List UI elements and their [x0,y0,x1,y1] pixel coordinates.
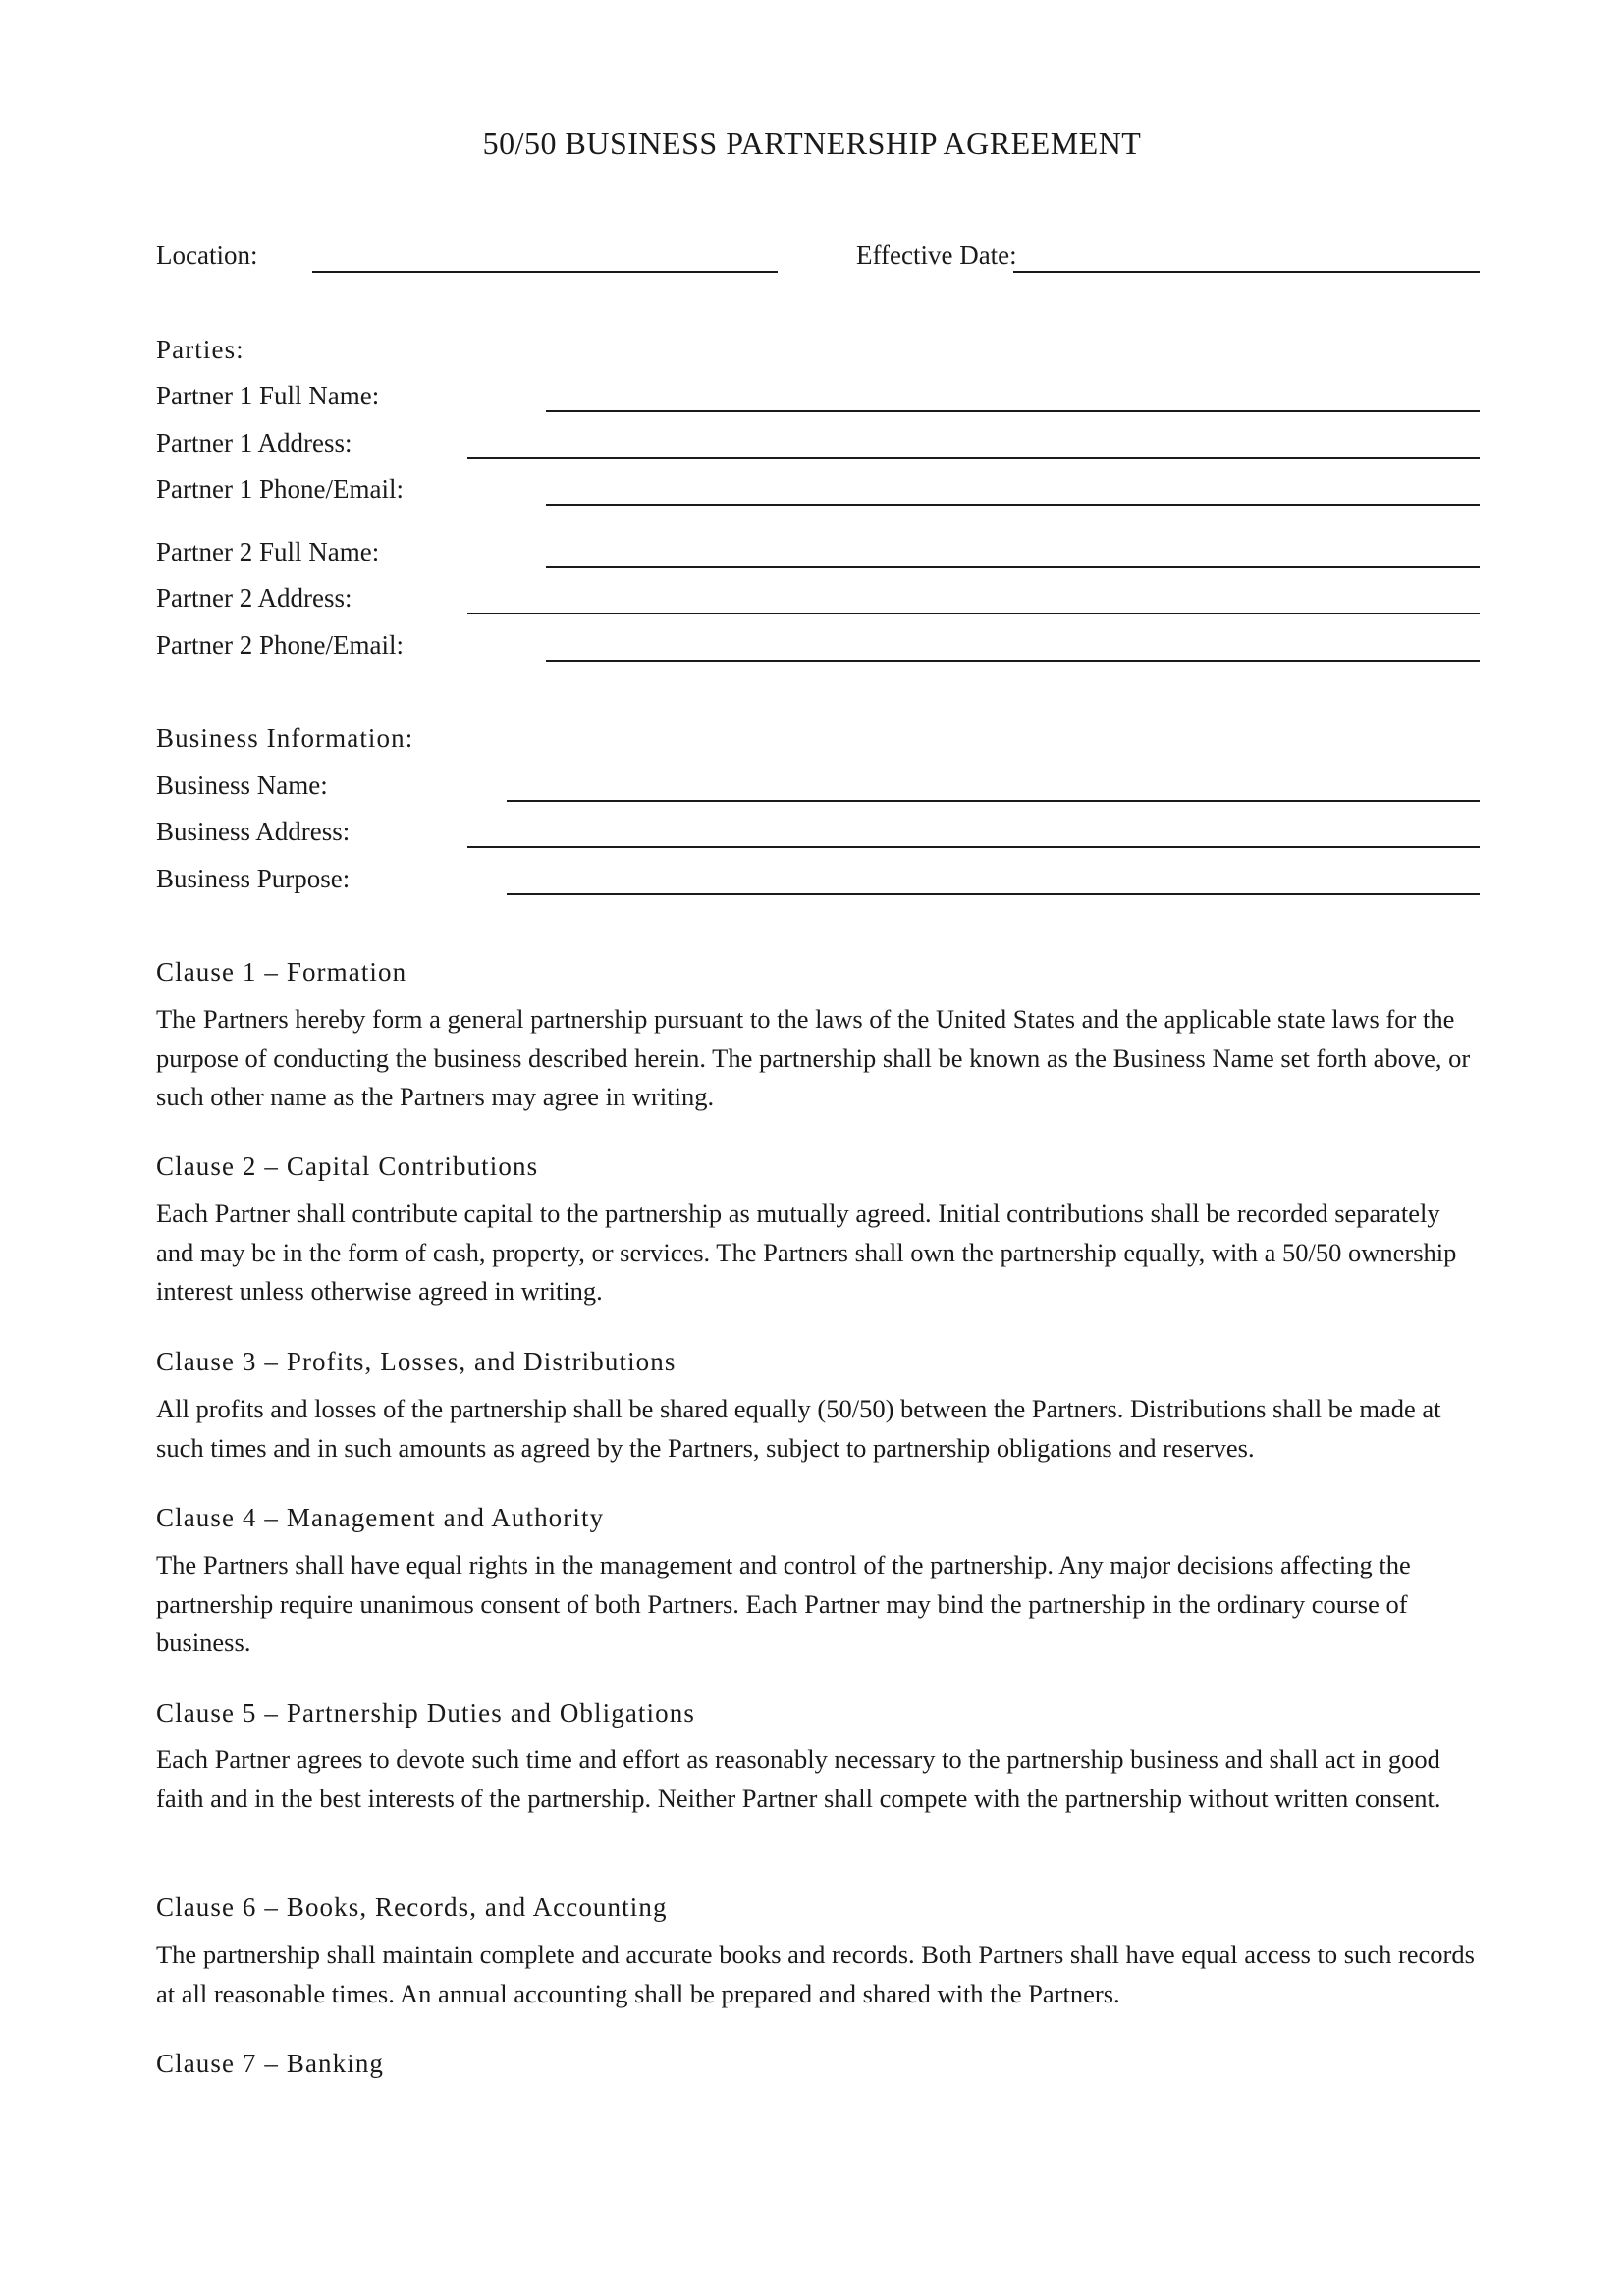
business-purpose-field[interactable] [507,893,1480,895]
partner1-contact-label: Partner 1 Phone/Email: [156,474,404,504]
clause-5-heading: Clause 5 – Partnership Duties and Obligations [156,1698,695,1728]
clause-1-body: The Partners hereby form a general partnership pursuant to the laws of the United States and the applicable state laws for the purpose of conducting the business described herein. The partnership shall be known as the Business Name set forth above, or such other name as the Partners may agree in writing. [156,1004,1471,1111]
clause-2-heading: Clause 2 – Capital Contributions [156,1151,539,1181]
parties-heading: Parties: [156,335,244,364]
clause-5-body: Each Partner agrees to devote such time and effort as reasonably necessary to the partnership business and shall act in good faith and in the best interests of the partnership. Neither Partner shall compete with the partnership without written consent. [156,1744,1441,1813]
location-label: Location: [156,240,258,270]
business-name-label: Business Name: [156,771,328,800]
business-purpose-label: Business Purpose: [156,864,351,893]
document-title: 50/50 BUSINESS PARTNERSHIP AGREEMENT [482,126,1142,161]
effective-date-field[interactable] [1013,271,1480,273]
clause-7-heading: Clause 7 – Banking [156,2049,385,2078]
partner1-name-label: Partner 1 Full Name: [156,381,380,410]
partner2-name-label: Partner 2 Full Name: [156,537,380,566]
business-address-label: Business Address: [156,817,351,846]
partner1-name-field[interactable] [546,410,1480,412]
business-info-heading: Business Information: [156,723,414,753]
partner2-address-field[interactable] [467,613,1480,614]
clause-6-body: The partnership shall maintain complete and accurate books and records. Both Partners shall have equal access to such records at all reasonable times. An annual accounting shall be prepared and shared with the Partners. [156,1940,1475,2008]
business-address-field[interactable] [467,846,1480,848]
partner2-name-field[interactable] [546,566,1480,568]
clause-4-body: The Partners shall have equal rights in the management and control of the partnership. Any major decisions affecting the partnership require unanimous consent of both Partners. Each Partner may bind the partnership in the ordinary course of business. [156,1550,1411,1657]
location-field[interactable] [312,271,778,273]
partner1-address-label: Partner 1 Address: [156,428,352,457]
partner2-contact-field[interactable] [546,660,1480,662]
effective-date-label: Effective Date: [856,240,1017,270]
partner1-contact-field[interactable] [546,504,1480,506]
clause-2-body: Each Partner shall contribute capital to the partnership as mutually agreed. Initial contributions shall be recorded separately and may be in the form of cash, property, or services. The Partners shall own the partnership equally, with a 50/50 ownership interest unless otherwise agreed in writing. [156,1199,1457,1306]
partner2-address-label: Partner 2 Address: [156,583,352,613]
clause-6-heading: Clause 6 – Books, Records, and Accounting [156,1893,668,1922]
clause-4-heading: Clause 4 – Management and Authority [156,1503,605,1532]
clause-3-body: All profits and losses of the partnership shall be shared equally (50/50) between the Partners. Distributions shall be made at such times and in such amounts as agreed by the Partners, subject to partnership obligations and reserves. [156,1394,1441,1463]
business-name-field[interactable] [507,800,1480,802]
clause-1-heading: Clause 1 – Formation [156,957,407,987]
partner2-contact-label: Partner 2 Phone/Email: [156,630,404,660]
clause-3-heading: Clause 3 – Profits, Losses, and Distributions [156,1347,677,1376]
partner1-address-field[interactable] [467,457,1480,459]
